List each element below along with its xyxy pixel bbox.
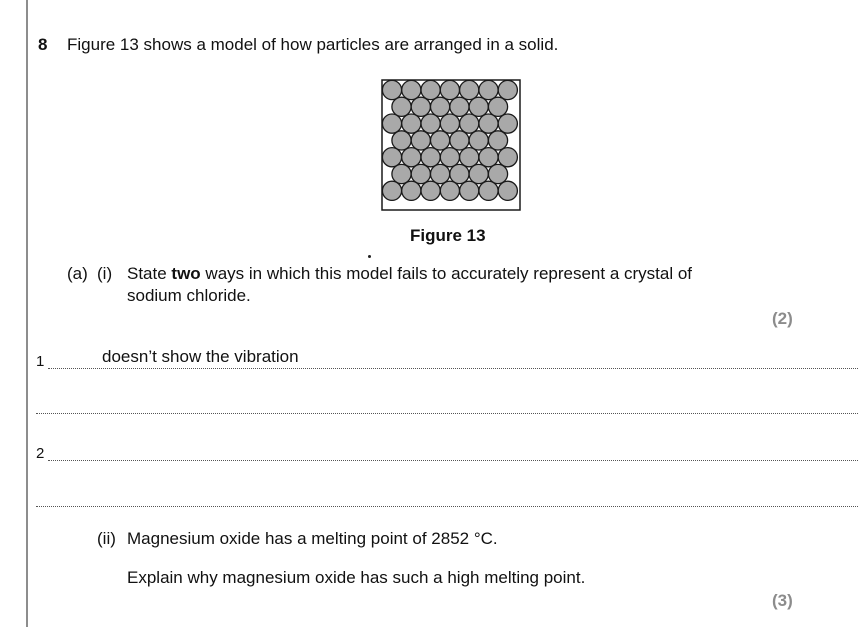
sub-ii-label: (ii) (97, 529, 116, 548)
sub-ii-line2: Explain why magnesium oxide has such a high melting point. (127, 568, 586, 587)
page-margin-line (26, 0, 28, 627)
particle-circle (460, 80, 479, 99)
particle-circle (498, 148, 517, 167)
particle-circle (402, 181, 421, 200)
particle-circle (460, 181, 479, 200)
particle-circle (411, 131, 430, 150)
marks-a-i: (2) (772, 309, 793, 328)
particle-circle (402, 148, 421, 167)
answer-line-2-continuation[interactable] (36, 506, 858, 507)
particle-circle (469, 131, 488, 150)
particle-circle (479, 148, 498, 167)
stem-text-after: ways in which this model fails to accurately represent a crystal of (200, 264, 693, 283)
particle-circle (421, 148, 440, 167)
ink-mark (368, 255, 371, 258)
particle-circle (411, 97, 430, 116)
particle-circle (431, 97, 450, 116)
particle-circle (402, 114, 421, 133)
particle-model-figure (381, 79, 521, 211)
answer-line-2[interactable] (48, 460, 858, 461)
answer-line-1[interactable] (48, 368, 858, 369)
particle-circle (421, 80, 440, 99)
answer-line-1-continuation[interactable] (36, 413, 858, 414)
particle-circle (392, 97, 411, 116)
answer-line-number-1: 1 (36, 353, 45, 370)
part-a-label: (a) (67, 264, 88, 283)
stem-bold-word: two (171, 264, 201, 283)
particle-circle (498, 80, 517, 99)
particle-group (382, 80, 517, 200)
particle-circle (392, 131, 411, 150)
particle-circle (431, 164, 450, 183)
particle-circle (411, 164, 430, 183)
particle-circle (382, 114, 401, 133)
particle-circle (421, 114, 440, 133)
particle-circle (440, 148, 459, 167)
particle-circle (469, 97, 488, 116)
particle-circle (440, 181, 459, 200)
particle-circle (460, 148, 479, 167)
sub-i-stem-line2: sodium chloride. (127, 286, 251, 305)
answer-1-text[interactable]: doesn’t show the vibration (102, 347, 299, 366)
particle-circle (469, 164, 488, 183)
particle-circle (431, 131, 450, 150)
particle-circle (488, 97, 507, 116)
particle-circle (421, 181, 440, 200)
particle-circle (479, 181, 498, 200)
sub-ii-line1: Magnesium oxide has a melting point of 2852 °C. (127, 529, 498, 548)
particle-circle (479, 114, 498, 133)
particle-circle (450, 164, 469, 183)
marks-a-ii: (3) (772, 591, 793, 610)
particle-circle (440, 80, 459, 99)
particle-circle (382, 148, 401, 167)
particle-circle (479, 80, 498, 99)
particle-circle (488, 164, 507, 183)
particle-circle (382, 181, 401, 200)
particle-circle (460, 114, 479, 133)
particle-circle (440, 114, 459, 133)
particle-circle (402, 80, 421, 99)
question-intro: Figure 13 shows a model of how particles are arranged in a solid. (67, 35, 559, 54)
particle-circle (382, 80, 401, 99)
sub-i-stem (127, 264, 692, 284)
answer-line-number-2: 2 (36, 445, 45, 462)
particle-circle (450, 131, 469, 150)
particle-circle (450, 97, 469, 116)
particle-circle (392, 164, 411, 183)
stem-text-before: State (127, 264, 172, 283)
sub-i-label: (i) (97, 264, 113, 283)
particle-circle (498, 181, 517, 200)
particle-circle (498, 114, 517, 133)
question-number: 8 (38, 35, 48, 54)
figure-caption: Figure 13 (410, 226, 486, 245)
particle-circle (488, 131, 507, 150)
